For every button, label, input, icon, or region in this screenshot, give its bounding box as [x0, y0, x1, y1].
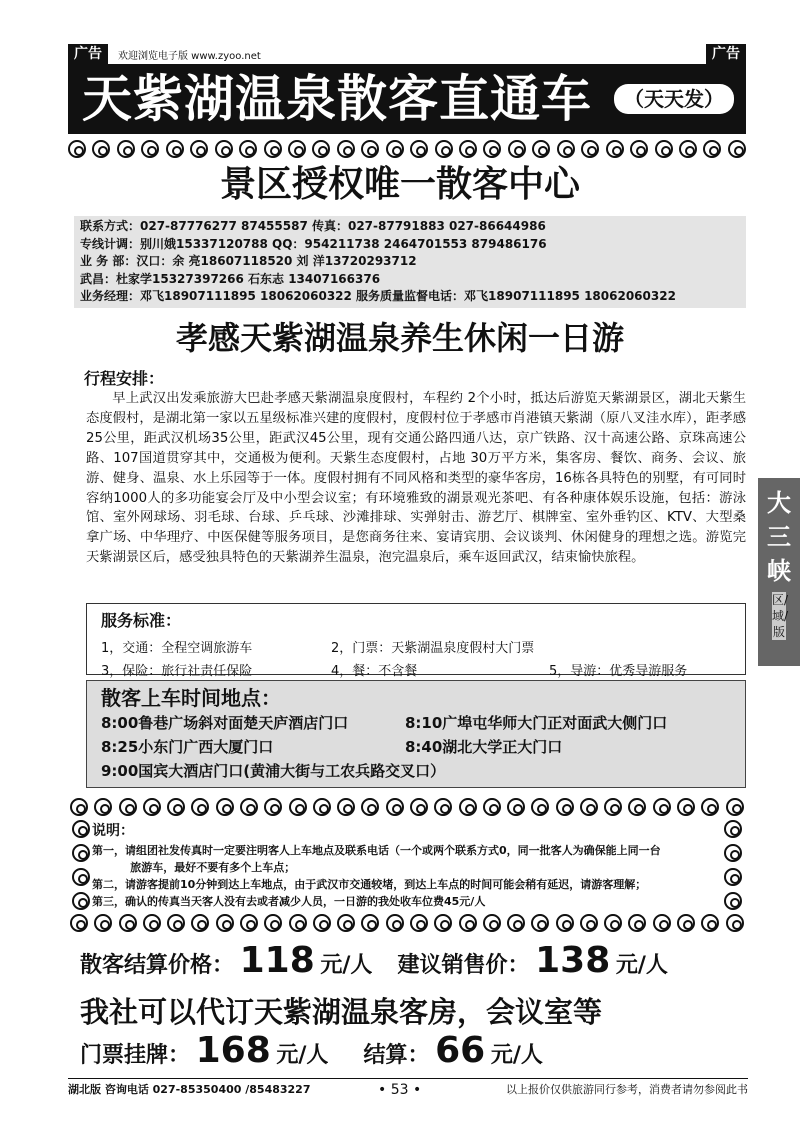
price-line-2: [80, 1030, 760, 1071]
footer-contact: 湖北版 咨询电话 027-85350400 /85483227: [68, 1083, 311, 1096]
ornament-icon: [240, 914, 258, 932]
pickup-box: [86, 680, 746, 788]
settle2-price: 66: [435, 1030, 486, 1071]
ornament-icon: [216, 914, 234, 932]
contact-line: 武昌：杜家学15327397266 石东志 13407166376: [80, 271, 381, 286]
pickup-row: [101, 759, 731, 783]
ornament-icon: [701, 914, 719, 932]
ornament-icon: [94, 798, 112, 816]
contact-line: 专线计调：别川娥15337120788 QQ：954211738 2464701553 879486176: [80, 236, 547, 251]
pickup-stop: 9:00国宾大酒店门口(黄浦大街与工农兵路交叉口）: [101, 762, 446, 780]
ornament-icon: [166, 140, 184, 158]
ornament-icon: [312, 140, 330, 158]
pickup-stop: 8:10广埠屯华师大门正对面武大侧门口: [405, 714, 668, 732]
contact-line: 业 务 部：汉口：余 亮18607118520 刘 洋13720293712: [80, 254, 417, 268]
ornament-icon: [167, 914, 185, 932]
ad-tag-left: 广告: [68, 44, 108, 64]
ornament-icon: [677, 798, 695, 816]
ornament-icon: [216, 798, 234, 816]
suggest-price: 138: [535, 940, 611, 981]
ornament-icon: [728, 140, 746, 158]
contact-line: 业务经理：邓飞18907111895 18062060322 服务质量监督电话：邓飞18907111895 18062060322: [80, 289, 676, 303]
ornament-icon: [556, 798, 574, 816]
itinerary-text: [86, 389, 746, 568]
side-tab-small: 区/域/版: [772, 593, 789, 639]
ornament-icon: [264, 914, 282, 932]
ornament-icon: [726, 914, 744, 932]
ornament-icon: [580, 914, 598, 932]
ornament-icon: [557, 140, 575, 158]
ornament-icon: [215, 140, 233, 158]
ornament-icon: [119, 798, 137, 816]
note-item: 第二，请游客提前10分钟到达上车地点，由于武汉市交通较堵，到达上车点的时间可能会稍有延迟，请游客理解；: [92, 878, 647, 891]
pickup-stop: 8:00鲁巷广场斜对面楚天庐酒店门口: [101, 714, 349, 732]
ornament-icon: [507, 914, 525, 932]
ornament-icon: [337, 140, 355, 158]
notes-block: [92, 820, 720, 910]
service-title: 服务标准：: [101, 611, 182, 630]
ornament-icon: [606, 140, 624, 158]
ornament-icon: [191, 798, 209, 816]
service-item: 2，门票：天紫湖温泉度假村大门票: [331, 641, 535, 656]
ornament-icon: [313, 914, 331, 932]
ornament-icon: [724, 844, 742, 862]
notes-title: 说明：: [92, 823, 134, 839]
ornament-icon: [191, 914, 209, 932]
ornament-icon: [337, 798, 355, 816]
ornament-icon: [72, 844, 90, 862]
note-item: 旅游车，最好不要有多个上车点；: [92, 861, 296, 874]
ornament-icon: [655, 140, 673, 158]
itinerary-label: 行程安排：: [84, 369, 165, 388]
ornament-icon: [190, 140, 208, 158]
ornament-icon: [240, 798, 258, 816]
ornament-icon: [724, 892, 742, 910]
note-item: 第三，确认的传真当天客人没有去或者减少人员，一日游的我处收车位费45元/人: [92, 895, 486, 908]
pickup-stop: 8:40湖北大学正大门口: [405, 738, 563, 756]
ornament-icon: [410, 914, 428, 932]
daily-badge: （天天发）: [614, 84, 734, 114]
ornament-row-top: [68, 138, 746, 160]
ornament-icon: [386, 140, 404, 158]
ornament-icon: [434, 914, 452, 932]
title-banner: [68, 64, 746, 134]
footer: [68, 1078, 748, 1100]
ornament-icon: [483, 140, 501, 158]
ornament-icon: [434, 798, 452, 816]
ornament-icon: [532, 140, 550, 158]
service-item: 1，交通：全程空调旅游车: [101, 641, 253, 656]
ornament-icon: [410, 798, 428, 816]
ad-tag-right: 广告: [706, 44, 746, 64]
ornament-icon: [459, 140, 477, 158]
note-item: 第一，请组团社发传真时一定要注明客人上车地点及联系电话（一个或两个联系方式0，同一批客人为确保能上同一台: [92, 844, 661, 857]
ornament-icon: [701, 798, 719, 816]
service-item: 4，餐：不含餐: [331, 664, 418, 679]
ornament-icon: [677, 914, 695, 932]
ornament-icon: [508, 140, 526, 158]
ornament-icon: [239, 140, 257, 158]
ornament-icon: [361, 914, 379, 932]
ornament-icon: [313, 798, 331, 816]
ornament-icon: [630, 140, 648, 158]
ornament-icon: [70, 914, 88, 932]
ornament-icon: [556, 914, 574, 932]
ornament-icon: [679, 140, 697, 158]
ornament-icon: [143, 798, 161, 816]
ornament-icon: [724, 820, 742, 838]
contact-block: [74, 216, 746, 308]
pickup-row: [101, 735, 731, 759]
ornament-icon: [94, 914, 112, 932]
ticket-label: 门票挂牌：: [80, 1043, 191, 1068]
ornament-icon: [68, 140, 86, 158]
service-standard-box: [86, 603, 746, 679]
ornament-icon: [141, 140, 159, 158]
ornament-icon: [531, 914, 549, 932]
ornament-icon: [703, 140, 721, 158]
ornament-icon: [483, 798, 501, 816]
ornament-icon: [264, 798, 282, 816]
ornament-icon: [386, 914, 404, 932]
ornament-icon: [361, 140, 379, 158]
ornament-icon: [604, 798, 622, 816]
booking-line: 我社可以代订天紫湖温泉客房，会议室等: [80, 995, 603, 1029]
ornament-icon: [653, 798, 671, 816]
settle-price: 118: [239, 940, 315, 981]
contact-line: 联系方式：027-87776277 87455587 传真：027-87791883 027-86644986: [80, 219, 546, 233]
ornament-icon: [459, 798, 477, 816]
ornament-icon: [483, 914, 501, 932]
ornament-icon: [531, 798, 549, 816]
ornament-icon: [435, 140, 453, 158]
page-number: • 53 •: [378, 1082, 422, 1098]
pickup-row: [101, 711, 731, 735]
ornament-icon: [604, 914, 622, 932]
pickup-title: 散客上车时间地点：: [101, 686, 281, 710]
ornament-col-right: [722, 820, 744, 910]
ornament-icon: [119, 914, 137, 932]
settle2-label: 结算：: [363, 1043, 430, 1068]
ornament-icon: [726, 798, 744, 816]
ornament-icon: [143, 914, 161, 932]
settle-label: 散客结算价格：: [80, 953, 235, 978]
ornament-icon: [289, 914, 307, 932]
ornament-icon: [459, 914, 477, 932]
subtitle: 景区授权唯一散客中心: [219, 164, 580, 205]
ornament-icon: [72, 868, 90, 886]
ornament-icon: [167, 798, 185, 816]
ornament-icon: [92, 140, 110, 158]
service-item: 3，保险：旅行社责任保险: [101, 664, 253, 679]
suggest-label: 建议销售价：: [397, 953, 530, 978]
tour-title: 孝感天紫湖温泉养生休闲一日游: [175, 319, 624, 357]
ornament-icon: [580, 798, 598, 816]
welcome-text: 欢迎浏览电子版 www.zyoo.net: [118, 51, 261, 62]
ornament-icon: [724, 868, 742, 886]
ornament-icon: [653, 914, 671, 932]
footer-disclaimer: 以上报价仅供旅游同行参考，消费者请勿参阅此书: [506, 1083, 748, 1096]
region-side-tab: [758, 478, 800, 666]
ornament-icon: [264, 140, 282, 158]
pickup-stop: 8:25小东门广西大厦门口: [101, 738, 274, 756]
ticket-price: 168: [195, 1030, 271, 1071]
ornament-row-mid: [70, 796, 744, 818]
ornament-icon: [386, 798, 404, 816]
ornament-icon: [581, 140, 599, 158]
price-unit: 元/人: [490, 1043, 543, 1068]
price-unit: 元/人: [276, 1043, 329, 1068]
ornament-icon: [289, 798, 307, 816]
ornament-icon: [628, 798, 646, 816]
ornament-icon: [507, 798, 525, 816]
ornament-row-bottom: [70, 912, 744, 934]
service-item: 5，导游：优秀导游服务: [549, 664, 688, 679]
ornament-col-left: [70, 820, 92, 910]
main-title: 天紫湖温泉散客直通车: [82, 70, 592, 128]
ornament-icon: [337, 914, 355, 932]
price-unit: 元/人: [615, 953, 668, 978]
itinerary-body: 早上武汉出发乘旅游大巴赴孝感天紫湖温泉度假村，车程约 2个小时，抵达后游览天紫湖景区，湖北天紫生态度假村，是湖北第一家以五星级标准兴建的度假村，度假村位于孝感市肖港镇天紫湖（原八叉洼水库），距孝感25公里，距武汉机场35公里，距武汉45公里，现有交通公路四通八达，京广铁路、汉十高速公路、京珠高速公路、107国道贯穿其中，交通极为便利。天紫生态度假村，占地 30万平方米，集客房、餐饮、商务、会议、旅游、健身、温泉、水上乐园等于一体。度假村拥有不同风格和类型的豪华客房，16栋各具特色的别墅，有可同时容纳1000人的多功能宴会厅及中小型会议室；有环境雅致的湖景观光茶吧、有各种康体娱乐设施，包括：游泳馆、室外网球场、羽毛球、台球、乒乓球、沙滩排球、实弹射击、游艺厅、棋牌室、室外垂钓区、KTV、大型桑拿广场、中华理疗、中医保健等服务项目，是您商务往来、宴请宾朋、会议谈判、休闲健身的理想之选。游览完天紫湖景区后，感受独具特色的天紫湖养生温泉，泡完温泉后，乘车返回武汉，结束愉快旅程。: [86, 391, 746, 566]
ornament-icon: [410, 140, 428, 158]
ornament-icon: [361, 798, 379, 816]
price-unit: 元/人: [320, 953, 373, 978]
side-tab-big: 大三峡: [767, 489, 791, 585]
ornament-icon: [72, 892, 90, 910]
ornament-icon: [117, 140, 135, 158]
ornament-icon: [288, 140, 306, 158]
price-line-1: [80, 940, 760, 981]
ornament-icon: [72, 820, 90, 838]
ornament-icon: [628, 914, 646, 932]
ornament-icon: [70, 798, 88, 816]
